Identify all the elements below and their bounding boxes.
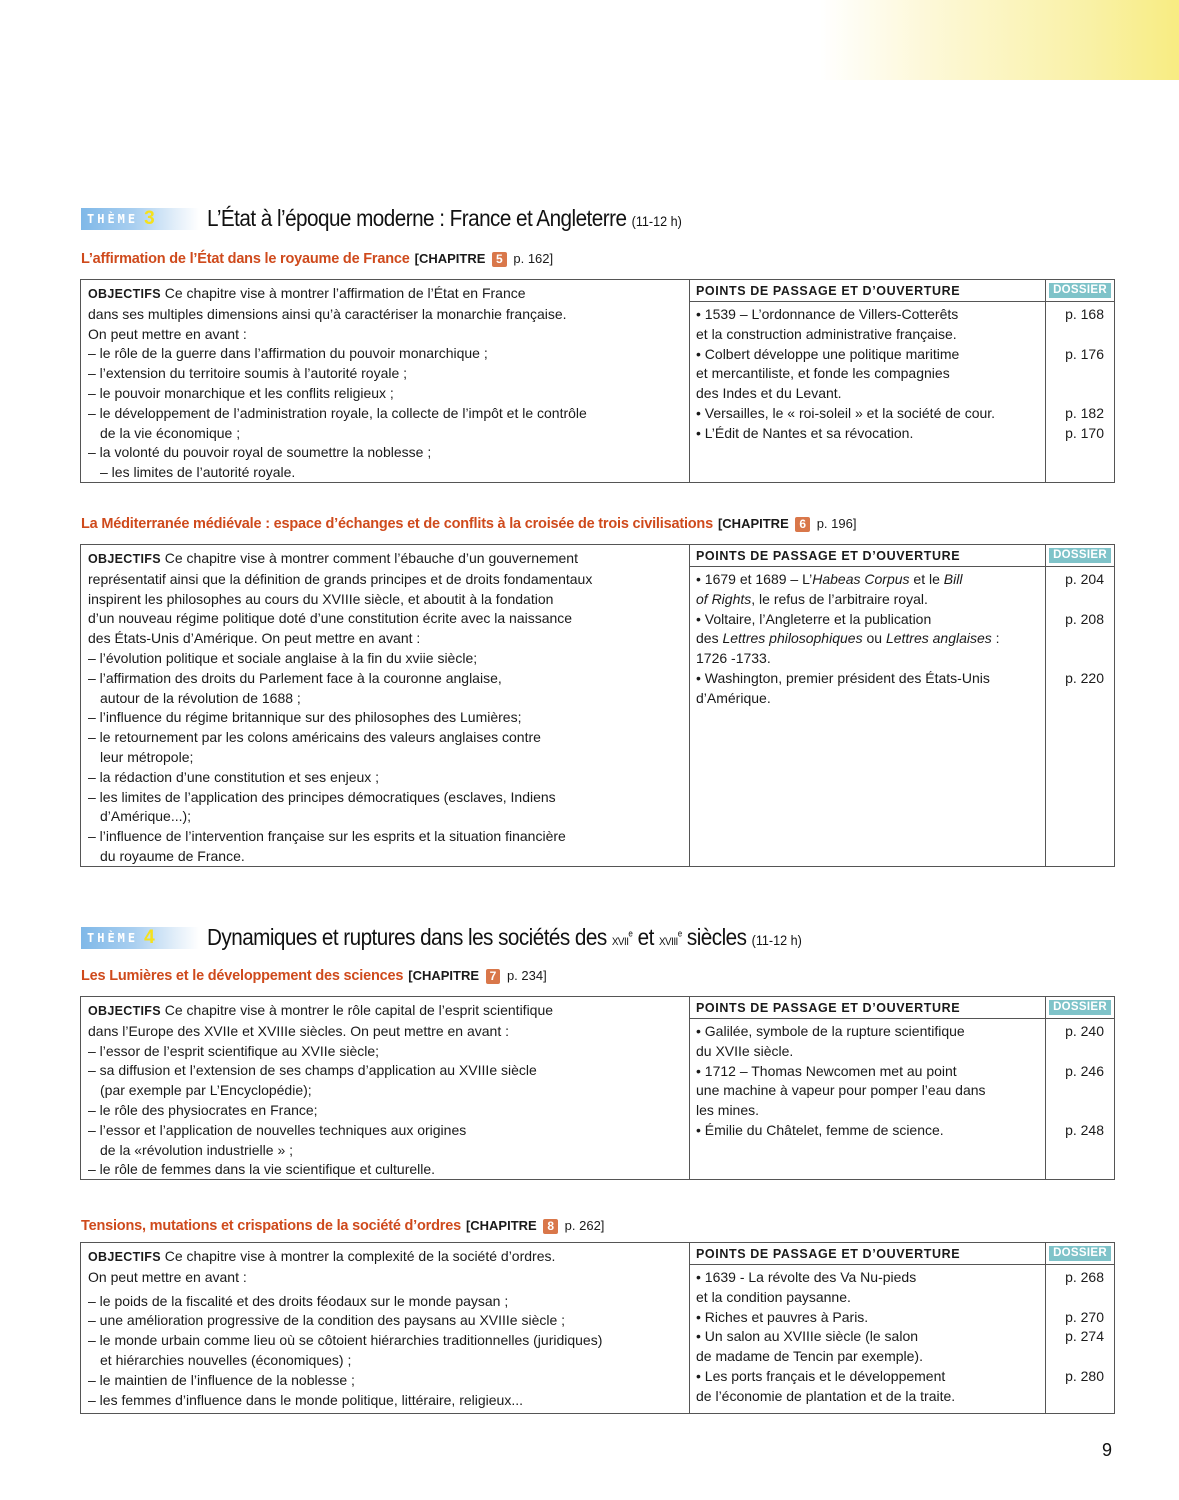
chapter-title: L’affirmation de l’État dans le royaume de France [81,251,410,267]
dossier-page-link[interactable]: p. 270 [1065,1308,1104,1325]
objectifs-line: – les femmes d’influence dans le monde politique, littéraire, religieux... [88,1391,524,1408]
points-list [690,1019,1046,1179]
dossier-page-link[interactable]: p. 208 [1065,610,1104,627]
objectifs-line: des États-Unis d’Amérique. On peut mettre en avant : [88,630,421,647]
objectifs-line: Ce chapitre vise à montrer l’affirmation de l’État en France [164,285,526,301]
objectifs-column [81,280,690,482]
objectifs-line: – le rôle de la guerre dans l’affirmation du pouvoir monarchique ; [88,345,488,362]
point-line: et la construction administrative française. [696,325,957,342]
objectifs-line: On peut mettre en avant : [88,1268,247,1285]
objectifs-line: – sa diffusion et l’extension de ses champs d’application au XVIIIe siècle [88,1062,537,1079]
objectifs-line: dans l’Europe des XVIIe et XVIIIe siècles. On peut mettre en avant : [88,1022,510,1039]
objectifs-line: – le développement de l’administration royale, la collecte de l’impôt et le contrôle [88,404,587,421]
dossier-page-link[interactable]: p. 240 [1065,1023,1104,1039]
dossier-badge: DOSSIER [1049,283,1111,298]
objectifs-line: – une amélioration progressive de la condition des paysans au XVIIIe siècle ; [88,1312,566,1329]
chapter-page: p. 234] [506,968,547,983]
point-line: les mines. [696,1102,760,1119]
theme-hours: (11-12 h) [751,932,802,948]
chapter-5-table [80,279,1115,483]
chapter-page: p. 262] [564,1218,605,1233]
objectifs-line: Ce chapitre vise à montrer la complexité de la société d’ordres. [164,1248,556,1264]
theme-word: THÈME [87,211,139,226]
chapter-number-badge: 7 [486,969,501,984]
point-line: • L’Édit de Nantes et sa révocation. [696,424,914,441]
chapter-title: Tensions, mutations et crispations de la société d’ordres [81,1218,461,1234]
chapter-7-table [80,996,1115,1180]
point-line: une machine à vapeur pour pomper l’eau dans [696,1082,986,1099]
objectifs-column [81,1243,690,1413]
objectifs-label: OBJECTIFS [88,1250,161,1264]
theme-number: 4 [144,926,155,948]
objectifs-line: représentatif ainsi que la définition de grands principes et de droits fondamentaux [88,570,593,587]
dossier-page-link [1046,325,1104,345]
theme-word: THÈME [87,930,139,945]
chapter-title: La Méditerranée médiévale : espace d’échanges et de conflits à la croisée de trois civilisations [81,516,713,532]
objectifs-line: – le retournement par les colons américains des valeurs anglaises contre [88,729,541,746]
dossier-page-link [1046,364,1104,384]
point-line: des Lettres philosophiques ou Lettres anglaises : [696,630,1000,647]
point-line: 1726 -1733. [696,650,771,667]
dossier-page-link[interactable]: p. 204 [1065,571,1104,587]
objectifs-line: leur métropole; [100,748,194,765]
objectifs-line: – les limites de l’application des principes démocratiques (esclaves, Indiens [88,788,556,805]
dossier-pages [1046,1265,1114,1413]
dossier-page-link[interactable]: p. 168 [1065,306,1104,322]
objectifs-line: – l’affirmation des droits du Parlement face à la couronne anglaise, [88,669,502,686]
theme-title-text: L’État à l’époque moderne : France et Angleterre [207,205,627,231]
point-line: • Versailles, le « roi-soleil » et la société de cour. [696,404,996,421]
point-line: de l’économie de plantation et de la traite. [696,1387,956,1404]
objectifs-line: – le rôle des physiocrates en France; [88,1101,318,1118]
points-list [690,567,1046,866]
dossier-pages [1046,302,1114,482]
chapter-label: [CHAPITRE [408,968,480,983]
objectifs-line: – la volonté du pouvoir royal de soumettre la noblesse ; [88,444,432,461]
chapter-ref [408,968,546,984]
objectifs-line: autour de la révolution de 1688 ; [100,689,301,706]
objectifs-line: – l’essor de l’esprit scientifique au XVIIe siècle; [88,1042,380,1059]
dossier-pages [1046,1019,1114,1179]
chapter-label: [CHAPITRE [465,1218,537,1233]
theme-4-heading [81,924,868,951]
corner-gradient-decoration [820,0,1179,80]
points-column [690,997,1114,1179]
objectifs-line: – le monde urbain comme lieu où se côtoient hiérarchies traditionnelles (juridiques) [88,1332,603,1349]
objectifs-line: – la rédaction d’une constitution et ses enjeux ; [88,768,380,785]
point-line: • Voltaire, l’Angleterre et la publication [696,610,932,627]
chapter-number-badge: 6 [795,517,810,532]
dossier-page-link[interactable]: p. 248 [1065,1121,1104,1138]
dossier-badge: DOSSIER [1049,1246,1111,1261]
dossier-badge: DOSSIER [1049,1000,1111,1015]
point-line: • 1639 - La révolte des Va Nu-pieds [696,1269,917,1285]
objectifs-line: de la vie économique ; [100,424,241,441]
dossier-page-link[interactable]: p. 220 [1065,669,1104,686]
point-line: • Colbert développe une politique maritime [696,345,960,362]
objectifs-line: – l’évolution politique et sociale anglaise à la fin du xviie siècle; [88,649,478,666]
theme-hours: (11-12 h) [631,213,682,229]
theme-badge [81,927,199,949]
point-line: des Indes et du Levant. [696,385,842,402]
dossier-page-link [1046,1387,1104,1407]
objectifs-line: d’un nouveau régime politique doté d’une constitution écrite avec la naissance [88,610,573,627]
objectifs-line: – le poids de la fiscalité et des droits féodaux sur le monde paysan ; [88,1292,509,1309]
chapter-number-badge: 5 [492,252,507,267]
point-line: • Les ports français et le développement [696,1367,946,1384]
chapter-ref [415,251,553,267]
chapter-ref [466,1218,604,1234]
dossier-page-link [1046,1347,1104,1367]
points-column [690,545,1114,866]
points-header [690,280,1114,302]
points-header [690,997,1114,1019]
objectifs-column [81,545,690,866]
dossier-page-link [1046,384,1104,404]
chapter-title: Les Lumières et le développement des sciences [81,968,404,984]
point-line: • Un salon au XVIIIe siècle (le salon [696,1328,919,1345]
points-header-title: POINTS DE PASSAGE ET D’OUVERTURE [690,1243,1046,1264]
dossier-page-link[interactable]: p. 274 [1065,1328,1104,1345]
dossier-badge: DOSSIER [1049,548,1111,563]
objectifs-line: et hiérarchies nouvelles (économiques) ; [100,1351,352,1368]
point-line: • 1712 – Thomas Newcomen met au point [696,1062,957,1079]
points-header-title: POINTS DE PASSAGE ET D’OUVERTURE [690,280,1046,301]
objectifs-line: (par exemple par L’Encyclopédie); [100,1082,312,1099]
point-line: • 1539 – L’ordonnance de Villers-Cotterêts [696,306,959,322]
chapter-7-heading [81,968,547,984]
point-line: et mercantiliste, et fonde les compagnies [696,365,950,382]
chapter-8-heading [81,1218,604,1234]
points-header [690,1243,1114,1265]
point-line: • Washington, premier président des États-Unis [696,669,990,686]
chapter-8-table [80,1242,1115,1414]
dossier-page-link[interactable]: p. 246 [1065,1062,1104,1079]
objectifs-line: inspirent les philosophes au cours du XVIIIe siècle, et aboutit à la fondation [88,590,554,607]
chapter-ref [718,516,856,532]
points-header-title: POINTS DE PASSAGE ET D’OUVERTURE [690,545,1046,566]
points-header-title: POINTS DE PASSAGE ET D’OUVERTURE [690,997,1046,1018]
point-line: de madame de Tencin par exemple). [696,1348,923,1365]
chapter-number-badge: 8 [543,1219,558,1234]
objectifs-line: dans ses multiples dimensions ainsi qu’à caractériser la monarchie française. [88,305,567,322]
objectifs-line: – l’extension du territoire soumis à l’autorité royale ; [88,365,408,382]
objectifs-line: – l’influence du régime britannique sur des philosophes des Lumières; [88,709,522,726]
objectifs-label: OBJECTIFS [88,287,161,301]
page-number: 9 [1102,1440,1113,1460]
point-line: of Rights, le refus de l’arbitraire royal. [696,590,928,607]
dossier-page-link[interactable]: p. 170 [1065,424,1104,441]
point-line: • Galilée, symbole de la rupture scientifique [696,1023,965,1039]
objectifs-line: – le rôle de femmes dans la vie scientifique et culturelle. [88,1161,436,1178]
dossier-page-link [1046,1101,1104,1121]
chapter-label: [CHAPITRE [717,516,789,531]
objectifs-label: OBJECTIFS [88,1004,161,1018]
objectifs-line: Ce chapitre vise à montrer le rôle capital de l’esprit scientifique [164,1002,554,1018]
objectifs-line: – l’essor et l’application de nouvelles techniques aux origines [88,1121,467,1138]
point-line: • Riches et pauvres à Paris. [696,1308,869,1325]
point-line: et la condition paysanne. [696,1288,851,1305]
chapter-5-heading [81,251,553,267]
dossier-page-link [1046,1081,1104,1101]
chapter-6-heading [81,516,856,532]
objectifs-line: Ce chapitre vise à montrer comment l’ébauche d’un gouvernement [164,550,578,566]
chapter-6-table [80,544,1115,867]
dossier-page-link [1046,590,1104,610]
dossier-page-link [1046,1288,1104,1308]
objectifs-line: – l’influence de l’intervention française sur les esprits et la situation financière [88,828,566,845]
objectifs-label: OBJECTIFS [88,552,161,566]
dossier-page-link[interactable]: p. 182 [1065,404,1104,421]
objectifs-line: – les limites de l’autorité royale. [100,464,296,481]
objectifs-line: – le maintien de l’influence de la noblesse ; [88,1371,355,1388]
dossier-page-link[interactable]: p. 268 [1065,1269,1104,1285]
dossier-page-link [1046,649,1104,669]
dossier-page-link[interactable]: p. 176 [1065,345,1104,362]
point-line: • Émilie du Châtelet, femme de science. [696,1121,944,1138]
points-header [690,545,1114,567]
points-column [690,280,1114,482]
chapter-label: [CHAPITRE [414,251,486,266]
points-list [690,1265,1046,1413]
dossier-page-link [1046,629,1104,649]
theme-title: Dynamiques et ruptures dans les sociétés des xvii$^e$ et xviii$^e$ siècles (11-12 h) [207,924,802,950]
objectifs-line: On peut mettre en avant : [88,325,247,342]
chapter-page: p. 196] [816,516,857,531]
theme-title [207,205,682,232]
points-column [690,1243,1114,1413]
objectifs-column [81,997,690,1179]
objectifs-line: du royaume de France. [100,847,245,864]
chapter-page: p. 162] [513,251,554,266]
dossier-page-link[interactable]: p. 280 [1065,1367,1104,1384]
point-line: d’Amérique. [696,689,771,706]
theme-badge [81,208,199,230]
objectifs-line: – le pouvoir monarchique et les conflits religieux ; [88,384,394,401]
point-line: du XVIIe siècle. [696,1042,794,1059]
theme-3-heading [81,205,735,232]
dossier-page-link [1046,1042,1104,1062]
dossier-pages [1046,567,1114,866]
objectifs-line: de la «révolution industrielle » ; [100,1141,294,1158]
objectifs-line: d’Amérique...); [100,808,192,825]
theme-number: 3 [144,207,155,229]
points-list [690,302,1046,482]
point-line: • 1679 et 1689 – L’Habeas Corpus et le Bill [696,571,963,587]
